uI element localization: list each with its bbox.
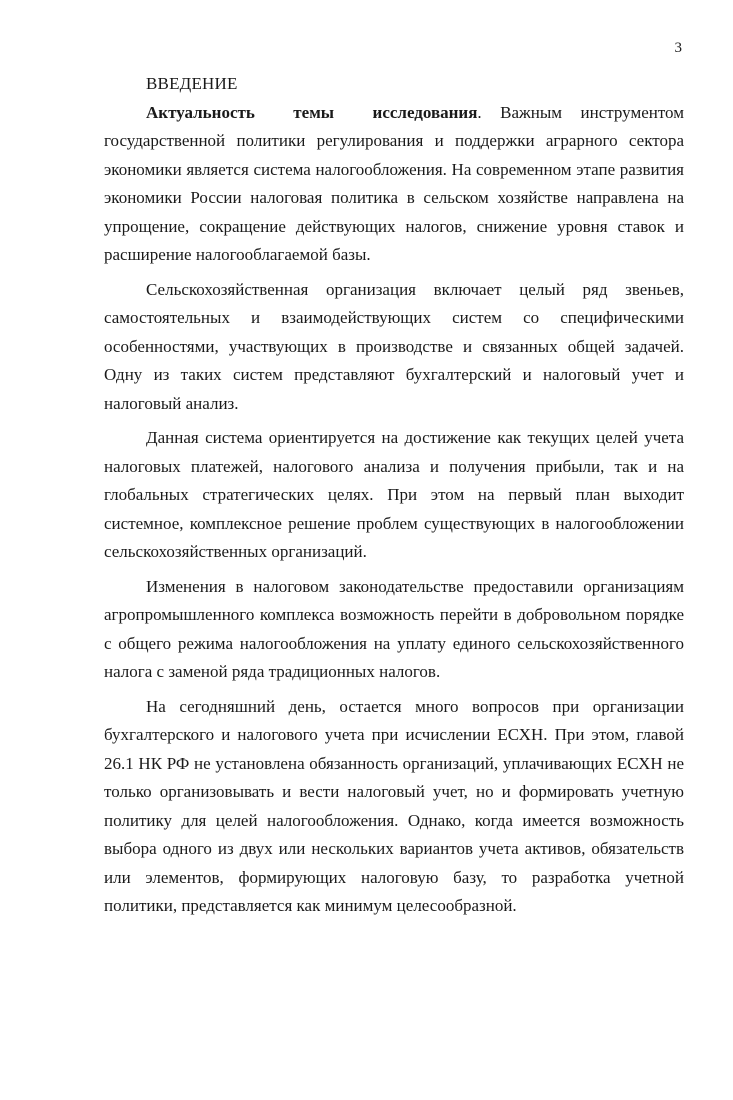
paragraph-today: На сегодняшний день, остается много вопросов при организации бухгалтерского и налогового учета при исчислении ЕСХН. При этом, главой 26.1 НК РФ не установлена обязанность организаций, уплачивающих ЕСХН не только организовывать и вести налоговый учет, но и формировать учетную политику для целей налогообложения. Однако, когда имеется возможность выбора одного из двух или нескольких вариантов учета активов, обязательств или элементов, формирующих налоговую базу, то разработка учетной политики, представляется как минимум целесообразной.	[104, 696, 684, 915]
section-title: ВВЕДЕНИЕ	[146, 74, 238, 93]
paragraph-legislation: Изменения в налоговом законодательстве предоставили организациям агропромышленного комплекса возможность перейти в добровольном порядке с общего режима налогообложения на уплату единого сельскохозяйственного налога с заменой ряда традиционных налогов.	[104, 576, 684, 681]
paragraph-system: Данная система ориентируется на достижение как текущих целей учета налоговых платежей, налогового анализа и получения прибыли, так и на глобальных стратегических целях. При этом на первый план выходит системное, комплексное решение проблем существующих в налогообложении сельскохозяйственных организаций.	[104, 428, 684, 561]
paragraph-organization: Сельскохозяйственная организация включает целый ряд звеньев, самостоятельных и взаимодействующих систем со специфическими особенностями, участвующих в производстве и связанных общей задачей. Одну из таких систем представляют бухгалтерский и налоговый учет и налоговый анализ.	[104, 279, 684, 413]
document-body	[104, 70, 684, 927]
paragraph-text: . Важным инструментом государственной политики регулирования и поддержки аграрного сектора экономики является система налогообложения. На современном этапе развития экономики России налоговая политика в сельском хозяйстве направлена на упрощение, сокращение действующих налогов, снижение уровня ставок и расширение налогооблагаемой базы.	[104, 102, 684, 264]
paragraph-relevance	[104, 99, 684, 270]
page-number: 3	[674, 40, 682, 56]
paragraph-lead-bold: Актуальность темы исследования	[146, 102, 478, 122]
